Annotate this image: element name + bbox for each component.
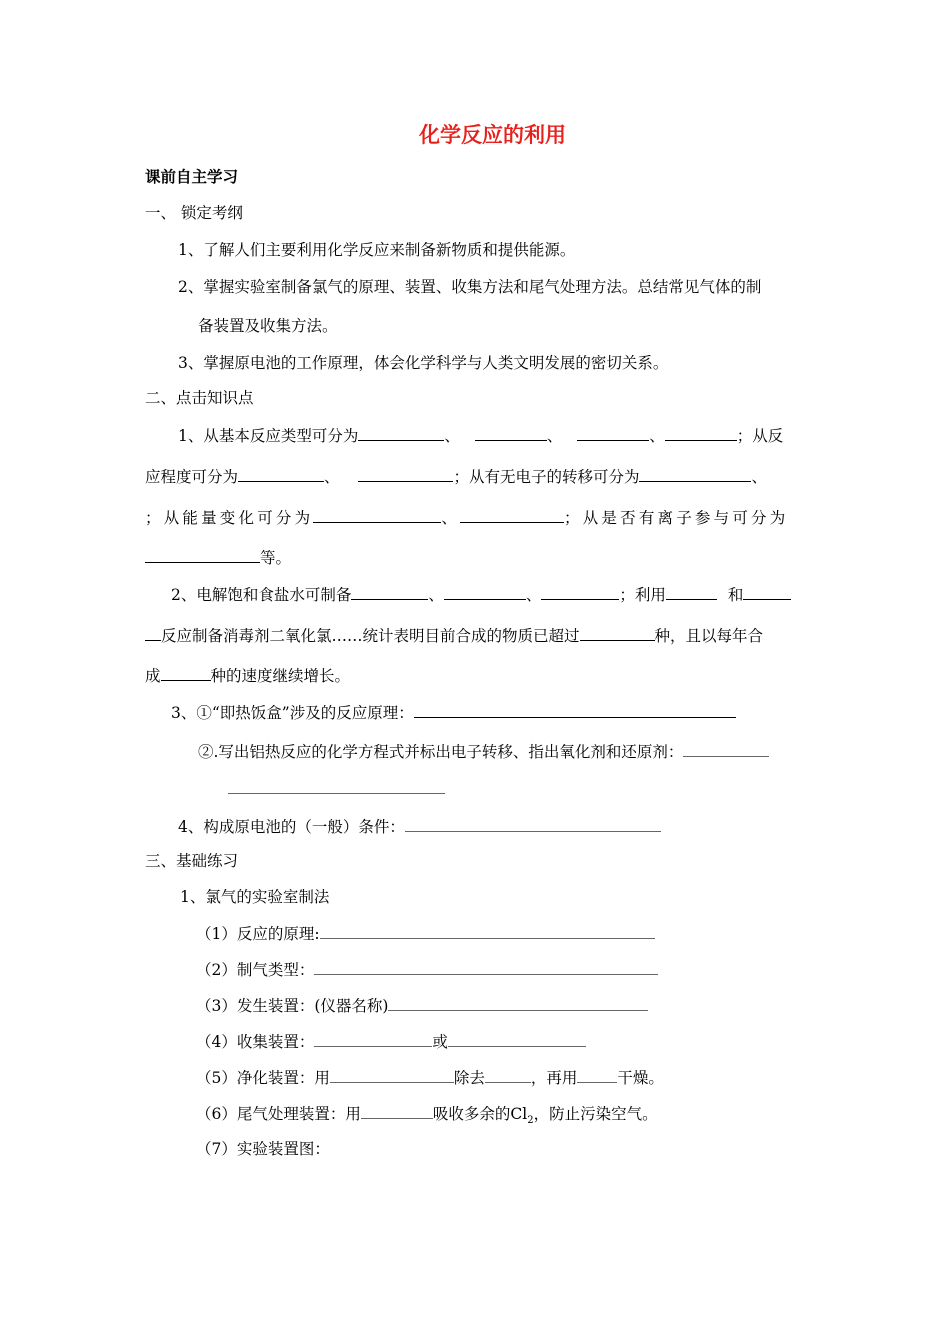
- page-title: 化学反应的利用: [419, 123, 566, 147]
- exercise-q5: [196, 1066, 664, 1089]
- objective-3: 3、掌握原电池的工作原理，体会化学科学与人类文明发展的密切关系。: [178, 354, 669, 372]
- fill-blank[interactable]: [320, 922, 655, 939]
- knowledge-1-line4: [145, 546, 291, 569]
- section-1-heading: 一、 锁定考纲: [145, 204, 243, 222]
- exercise-q1: [196, 922, 655, 945]
- subscript: 2: [527, 1115, 534, 1127]
- separator: 、: [546, 427, 563, 445]
- text: （5）净化装置：用: [196, 1069, 330, 1087]
- separator: 、: [428, 586, 444, 604]
- fill-blank[interactable]: [314, 958, 658, 975]
- text: 和: [727, 586, 744, 604]
- text: ；利用: [619, 586, 666, 604]
- fill-blank[interactable]: [238, 465, 324, 482]
- exercise-q6: [196, 1102, 658, 1132]
- fill-blank[interactable]: [330, 1066, 454, 1083]
- separator: 、: [751, 468, 767, 486]
- text: ；从是否有离子参与可分为: [564, 509, 789, 527]
- fill-blank[interactable]: [161, 664, 211, 681]
- fill-blank[interactable]: [228, 777, 445, 794]
- fill-blank[interactable]: [444, 583, 526, 600]
- exercise-q4: [196, 1030, 586, 1053]
- separator: 、: [324, 468, 340, 486]
- fill-blank[interactable]: [580, 624, 655, 641]
- text: 除去: [453, 1069, 485, 1087]
- knowledge-1-line2: [145, 465, 767, 488]
- text: 反应制备消毒剂二氧化氯……统计表明目前合成的物质已超过: [161, 627, 580, 645]
- objective-1: 1、了解人们主要利用化学反应来制备新物质和提供能源。: [178, 241, 576, 259]
- fill-blank[interactable]: [475, 424, 547, 441]
- text: 4、构成原电池的（一般）条件：: [178, 818, 405, 836]
- section-2-heading: 二、点击知识点: [145, 389, 254, 407]
- text: 1、从基本反应类型可分为: [178, 427, 359, 445]
- fill-blank[interactable]: [351, 583, 428, 600]
- fill-blank[interactable]: [460, 506, 564, 523]
- text: ；从反: [736, 427, 784, 445]
- knowledge-2-line3: [145, 664, 350, 687]
- fill-blank[interactable]: [485, 1066, 531, 1083]
- fill-blank[interactable]: [314, 1030, 432, 1047]
- fill-blank[interactable]: [361, 1102, 433, 1119]
- fill-blank[interactable]: [743, 583, 791, 600]
- text: 等。: [260, 549, 292, 567]
- fill-blank[interactable]: [358, 424, 444, 441]
- text: 2、电解饱和食盐水可制备: [171, 586, 352, 604]
- fill-blank[interactable]: [665, 424, 737, 441]
- text: （3）发生装置：(仪器名称): [196, 997, 389, 1015]
- separator: 、: [649, 427, 665, 445]
- knowledge-1-line3: [145, 506, 788, 529]
- fill-blank[interactable]: [577, 424, 649, 441]
- text: 种，且以每年合: [654, 627, 764, 645]
- exercise-1-title: 1、氯气的实验室制法: [180, 888, 330, 906]
- fill-blank[interactable]: [448, 1030, 586, 1047]
- separator: 、: [441, 509, 461, 527]
- section-3-heading: 三、基础练习: [145, 852, 239, 870]
- fill-blank[interactable]: [313, 506, 441, 523]
- separator: 、: [525, 586, 542, 604]
- objective-2-line1: 2、掌握实验室制备氯气的原理、装置、收集方法和尾气处理方法。总结常见气体的制: [178, 278, 762, 296]
- knowledge-2-line2: [145, 624, 763, 647]
- fill-blank[interactable]: [145, 624, 161, 641]
- text: ，再用: [530, 1069, 578, 1087]
- knowledge-3-line2: [198, 740, 769, 763]
- text: ②.写出铝热反应的化学方程式并标出电子转移、指出氧化剂和还原剂：: [198, 743, 684, 761]
- text: 3、①“即热饭盒”涉及的反应原理：: [171, 704, 414, 722]
- text: （1）反应的原理:: [196, 925, 320, 943]
- fill-blank[interactable]: [405, 815, 661, 832]
- knowledge-2-line1: [171, 583, 791, 606]
- fill-blank[interactable]: [639, 465, 751, 482]
- exercise-q2: [196, 958, 658, 981]
- exercise-q7: （7）实验装置图：: [196, 1140, 330, 1158]
- text: （4）收集装置：: [196, 1033, 315, 1051]
- fill-blank[interactable]: [145, 546, 260, 563]
- text: 种的速度继续增长。: [210, 667, 351, 685]
- text: 或: [432, 1033, 448, 1051]
- fill-blank[interactable]: [683, 740, 769, 757]
- knowledge-1-line1: [178, 424, 783, 447]
- fill-blank[interactable]: [388, 994, 648, 1011]
- section-heading-prestudy: 课前自主学习: [145, 168, 239, 186]
- text: 应程度可分为: [145, 468, 239, 486]
- exercise-q3: [196, 994, 648, 1017]
- text: ；从能量变化可分为: [145, 509, 314, 527]
- fill-blank[interactable]: [414, 701, 736, 718]
- knowledge-3-line1: [171, 701, 736, 724]
- objective-2-line2: 备装置及收集方法。: [198, 317, 338, 335]
- knowledge-3-line3: [228, 777, 445, 800]
- fill-blank[interactable]: [666, 583, 717, 600]
- text: （6）尾气处理装置：用: [196, 1105, 361, 1123]
- fill-blank[interactable]: [541, 583, 619, 600]
- fill-blank[interactable]: [577, 1066, 617, 1083]
- text: 干燥。: [617, 1069, 664, 1087]
- text: ；从有无电子的转移可分为: [453, 468, 640, 486]
- text: （2）制气类型：: [196, 961, 315, 979]
- text: 成: [145, 667, 161, 685]
- knowledge-4: [178, 815, 661, 838]
- text: ，防止污染空气。: [533, 1105, 658, 1123]
- text: 吸收多余的Cl: [432, 1105, 528, 1123]
- separator: 、: [444, 427, 460, 445]
- fill-blank[interactable]: [358, 465, 453, 482]
